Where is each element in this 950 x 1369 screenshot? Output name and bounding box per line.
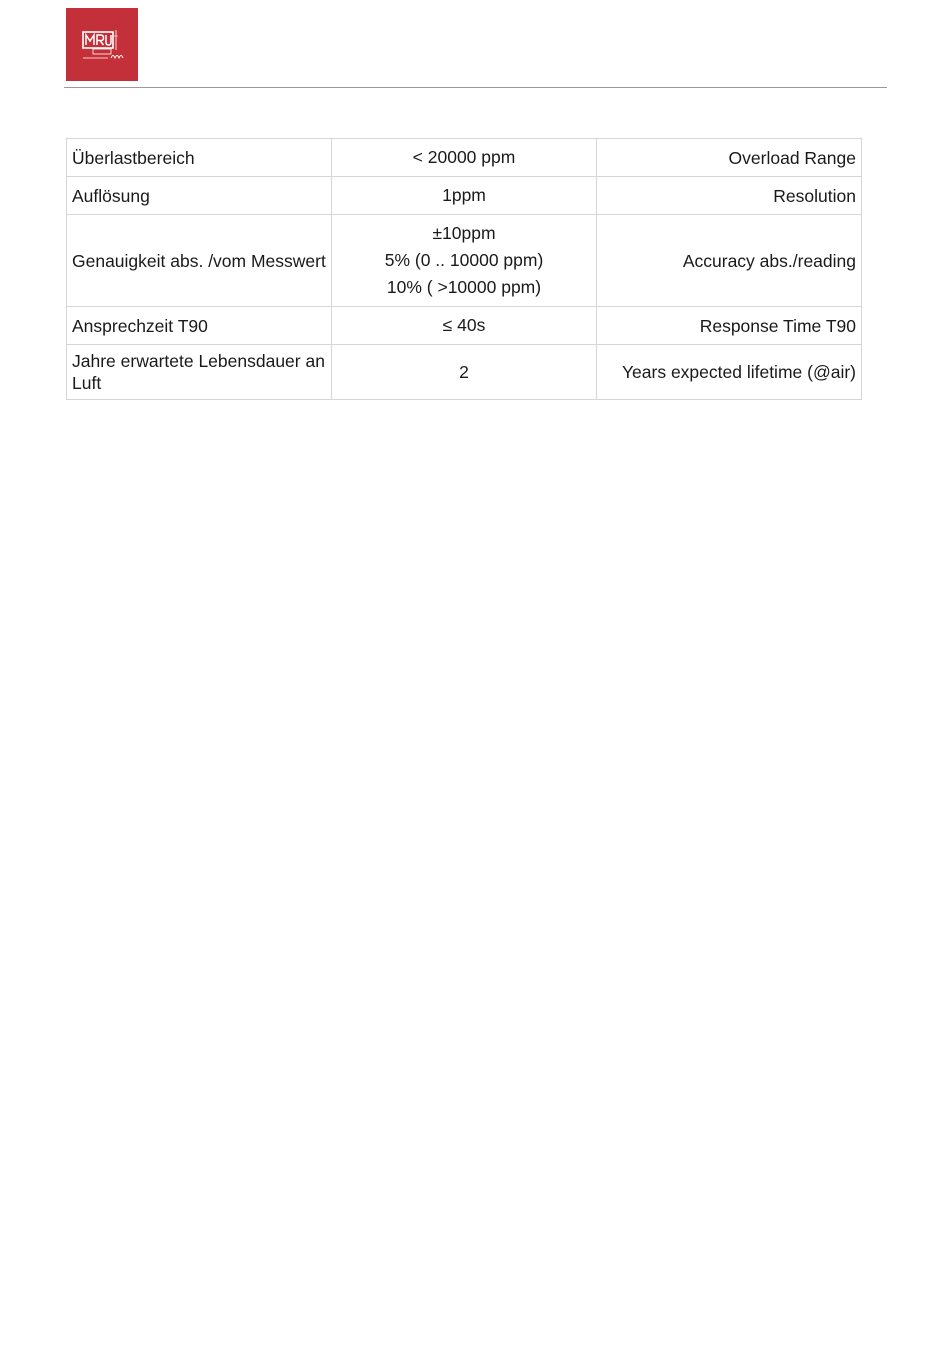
label-en: Resolution bbox=[597, 177, 862, 215]
label-de: Überlastbereich bbox=[67, 139, 332, 177]
table-row bbox=[67, 345, 862, 400]
label-en: Overload Range bbox=[597, 139, 862, 177]
label-de: Auflösung bbox=[67, 177, 332, 215]
table-row bbox=[67, 307, 862, 345]
spec-table bbox=[66, 138, 862, 400]
value: < 20000 ppm bbox=[412, 147, 516, 167]
page-header bbox=[0, 0, 950, 90]
value: 1ppm bbox=[442, 185, 486, 205]
value: 5% (0 .. 10000 ppm) bbox=[384, 250, 544, 270]
value-cell bbox=[332, 139, 597, 177]
label-en: Years expected lifetime (@air) bbox=[597, 345, 862, 400]
value-cell bbox=[332, 215, 597, 307]
label-de: Genauigkeit abs. /vom Messwert bbox=[67, 215, 332, 307]
label-en: Response Time T90 bbox=[597, 307, 862, 345]
header-rule bbox=[64, 87, 887, 88]
table-row bbox=[67, 139, 862, 177]
value-cell bbox=[332, 177, 597, 215]
table-row bbox=[67, 215, 862, 307]
value: 10% ( >10000 ppm) bbox=[386, 277, 542, 297]
mru-logo bbox=[66, 8, 138, 81]
value: ±10ppm bbox=[432, 223, 496, 243]
mru-logo-icon bbox=[66, 8, 138, 81]
label-de: Ansprechzeit T90 bbox=[67, 307, 332, 345]
value-cell bbox=[332, 307, 597, 345]
value-cell bbox=[332, 345, 597, 400]
table-row bbox=[67, 177, 862, 215]
value: 2 bbox=[459, 361, 469, 382]
label-de: Jahre erwartete Lebensdauer an Luft bbox=[67, 345, 332, 400]
label-en: Accuracy abs./reading bbox=[597, 215, 862, 307]
value: ≤ 40s bbox=[442, 315, 486, 335]
